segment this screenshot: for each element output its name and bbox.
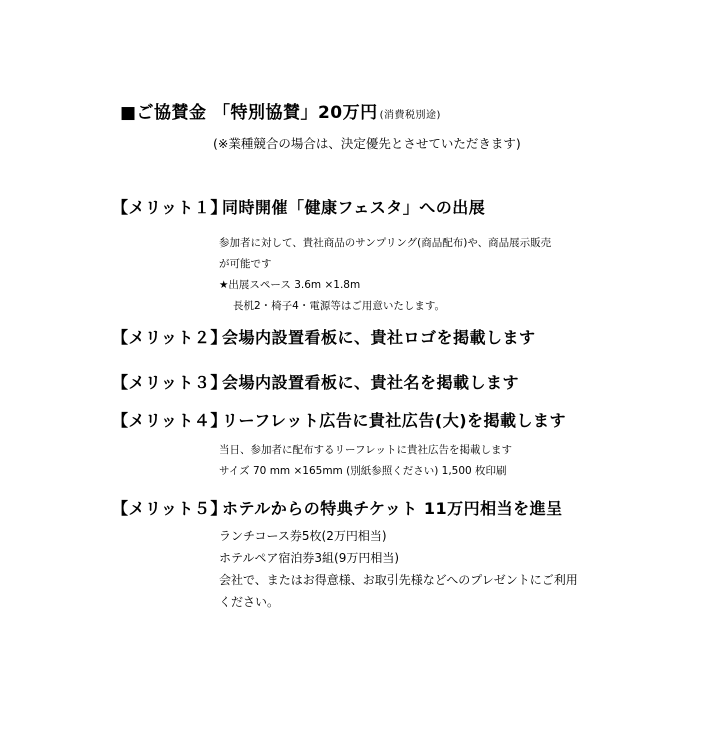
- merit-2-label: 【メリット２】: [112, 328, 227, 347]
- merit-5-details: [219, 525, 578, 613]
- sponsorship-title: ■ご協賛金 「特別協賛」20万円: [120, 103, 378, 123]
- merit-4-label: 【メリット４】: [112, 411, 227, 430]
- page-title: [120, 98, 441, 123]
- merit-3-label: 【メリット３】: [112, 373, 227, 392]
- merit-4-details: [219, 440, 512, 482]
- merit-4-title: リーフレット広告に貴社広告(大)を掲載します: [222, 411, 567, 430]
- priority-note: (※業種競合の場合は、決定優先とさせていただきます): [213, 136, 521, 151]
- merit-5-detail-line: ランチコース券5枚(2万円相当): [219, 529, 387, 543]
- merit-1-detail-line: 長机2・椅子4・電源等はご用意いたします。: [233, 300, 446, 312]
- merit-4-detail-line: 当日、参加者に配布するリーフレットに貴社広告を掲載します: [219, 444, 512, 456]
- merit-4-detail-line: サイズ 70 mm ×165mm (別紙参照ください) 1,500 枚印刷: [219, 465, 507, 477]
- merit-5-label: 【メリット５】: [112, 499, 227, 518]
- merit-1-details: [219, 233, 551, 317]
- merit-3-heading: [112, 370, 519, 393]
- merit-5-heading: [112, 496, 563, 519]
- merit-2-title: 会場内設置看板に、貴社ロゴを掲載します: [222, 328, 536, 347]
- merit-2-heading: [112, 325, 536, 348]
- merit-1-detail-line: ★出展スペース 3.6m ×1.8m: [219, 279, 361, 291]
- merit-5-title: ホテルからの特典チケット 11万円相当を進呈: [222, 499, 563, 518]
- merit-4-heading: [112, 408, 566, 431]
- merit-3-title: 会場内設置看板に、貴社名を掲載します: [222, 373, 520, 392]
- merit-1-label: 【メリット１】: [112, 198, 227, 217]
- merit-1-detail-line: が可能です: [219, 258, 272, 270]
- merit-5-detail-line: ホテルペア宿泊券3組(9万円相当): [219, 551, 400, 565]
- merit-1-detail-line: 参加者に対して、貴社商品のサンプリング(商品配布)や、商品展示販売: [219, 237, 552, 249]
- merit-1-heading: [112, 195, 485, 218]
- tax-note: (消費税別途): [379, 110, 441, 121]
- merit-5-detail-line: ください。: [219, 595, 280, 609]
- merit-5-detail-line: 会社で、またはお得意様、お取引先様などへのプレゼントにご利用: [219, 573, 578, 587]
- merit-1-title: 同時開催「健康フェスタ」への出展: [222, 198, 486, 217]
